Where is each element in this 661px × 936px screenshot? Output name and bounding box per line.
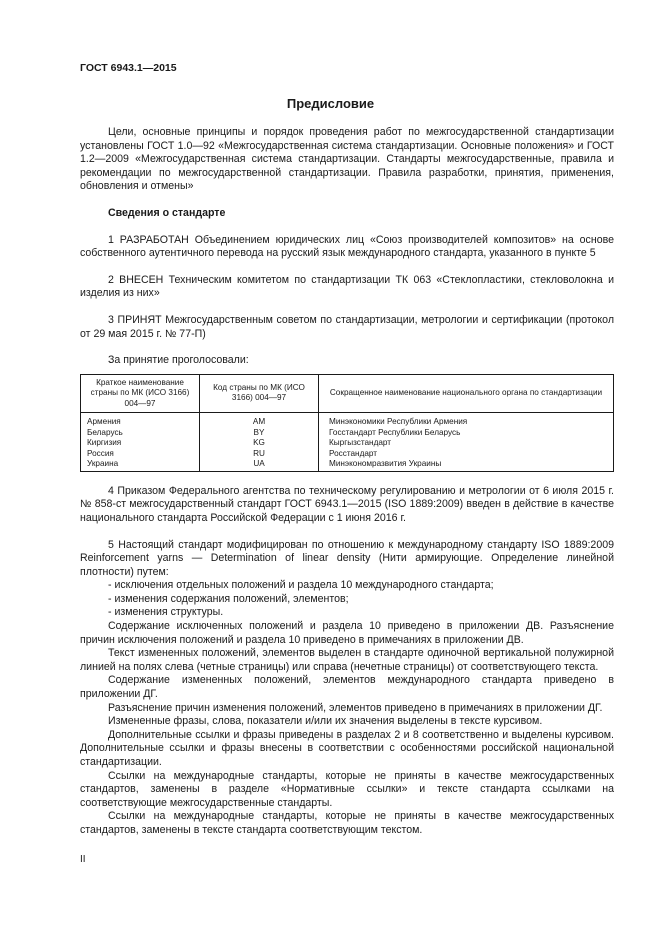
- cell-code: UA: [200, 459, 319, 471]
- cell-country: Россия: [81, 449, 200, 460]
- cell-country: Киргизия: [81, 438, 200, 449]
- cell-body: Росстандарт: [319, 449, 614, 460]
- item-5-list-entry: - изменения структуры.: [108, 606, 224, 619]
- cell-country: Армения: [81, 413, 200, 428]
- cell-country: Украина: [81, 459, 200, 471]
- item-5-list-entry: - изменения содержания положений, элементов;: [108, 592, 349, 605]
- refs-replaced-note: Ссылки на международные стандарты, которые не приняты в качестве межгосударственных стандартов, заменены в разделе «Нормативные ссылки» и тексте стандарта ссылками на соответствующие межгосударственные стандарты.: [80, 769, 614, 809]
- table-header-body: Сокращенное наименование национального органа по стандартизации: [319, 374, 614, 413]
- cell-body: Кыргызстандарт: [319, 438, 614, 449]
- refs-text-note: Ссылки на международные стандарты, которые не приняты в качестве межгосударственных стандартов, заменены в тексте стандарта соответствующим текстом.: [80, 810, 614, 836]
- table-row: [81, 413, 614, 428]
- marked-text-note: Текст измененных положений, элементов выделен в стандарте одиночной вертикальной полужирной линией на полях слева (четные страницы) или справа (нечетные страницы) от соответствующего текста.: [80, 647, 614, 673]
- cell-code: BY: [200, 428, 319, 439]
- foreword-body: [80, 126, 614, 838]
- table-row: [81, 438, 614, 449]
- cell-country: Беларусь: [81, 428, 200, 439]
- voting-table: [80, 374, 614, 472]
- item-5: 5 Настоящий стандарт модифицирован по отношению к международному стандарту ISO 1889:2009 Reinforcement yarns — Determination of linear density (Нити армирующие. Определение линейной плотности) путем:: [80, 538, 614, 578]
- item-5-list-entry: - исключения отдельных положений и раздела 10 международного стандарта;: [108, 579, 494, 592]
- cell-code: AM: [200, 413, 319, 428]
- item-1: 1 РАЗРАБОТАН Объединением юридических лиц «Союз производителей композитов» на основе собственного аутентичного перевода на русский язык международного стандарта, указанного в пункте 5: [80, 233, 614, 260]
- annex-dg-note: Содержание измененных положений, элементов международного стандарта приведено в приложении ДГ.: [80, 674, 614, 701]
- table-header-country: Краткое наименование страны по МК (ИСО 3166) 004—97: [81, 374, 200, 413]
- cell-code: RU: [200, 449, 319, 460]
- vote-label: За принятие проголосовали:: [108, 354, 249, 367]
- cell-body: Минэкономики Республики Армения: [319, 413, 614, 428]
- cell-code: KG: [200, 438, 319, 449]
- table-row: [81, 428, 614, 439]
- subheading: Сведения о стандарте: [108, 206, 226, 219]
- intro-paragraph: Цели, основные принципы и порядок проведения работ по межгосударственной стандартизации установлены ГОСТ 1.0—92 «Межгосударственная система стандартизации. Основные положения» и ГОСТ 1.2—2009 «Межгосударственная система стандартизации. Стандарты межгосударственные, правила и рекомендации по межгосударственной стандартизации. Правила разработки, принятия, применения, обновления и отмены»: [80, 126, 614, 193]
- item-4: 4 Приказом Федерального агентства по техническому регулированию и метрологии от 6 июля 2015 г. № 858-ст межгосударственный стандарт ГОСТ 6943.1—2015 (ISO 1889:2009) введен в действие в качестве национального стандарта Российской Федерации с 1 июня 2016 г.: [80, 484, 614, 524]
- additional-refs-note: Дополнительные ссылки и фразы приведены в разделах 2 и 8 соответственно и выделены курсивом. Дополнительные ссылки и фразы внесены в соответствии с особенностями российской национальной стандартизации.: [80, 728, 614, 768]
- annex-dv-note: Содержание исключенных положений и раздела 10 приведено в приложении ДВ. Разъяснение причин исключения положений и раздела 10 приведено в примечаниях в приложении ДВ.: [80, 620, 614, 646]
- document-header: ГОСТ 6943.1—2015: [80, 62, 177, 74]
- item-3: 3 ПРИНЯТ Межгосударственным советом по стандартизации, метрологии и сертификации (протокол от 29 мая 2015 г. № 77-П): [80, 313, 614, 340]
- table-row: [81, 459, 614, 471]
- italic-note: Измененные фразы, слова, показатели и/или их значения выделены в тексте курсивом.: [108, 715, 543, 728]
- item-2: 2 ВНЕСЕН Техническим комитетом по стандартизации ТК 063 «Стеклопластики, стекловолокна и изделия из них»: [80, 273, 614, 300]
- table-header-code: Код страны по МК (ИСО 3166) 004—97: [200, 374, 319, 413]
- table-row: [81, 449, 614, 460]
- table-header-row: [81, 374, 614, 413]
- cell-body: Госстандарт Республики Беларусь: [319, 428, 614, 439]
- cell-body: Минэкономразвития Украины: [319, 459, 614, 471]
- annex-dg-explanation: Разъяснение причин изменения положений, элементов приведено в примечаниях в приложении ДГ.: [108, 701, 603, 714]
- page-title: Предисловие: [286, 96, 375, 111]
- page-number: II: [80, 854, 86, 865]
